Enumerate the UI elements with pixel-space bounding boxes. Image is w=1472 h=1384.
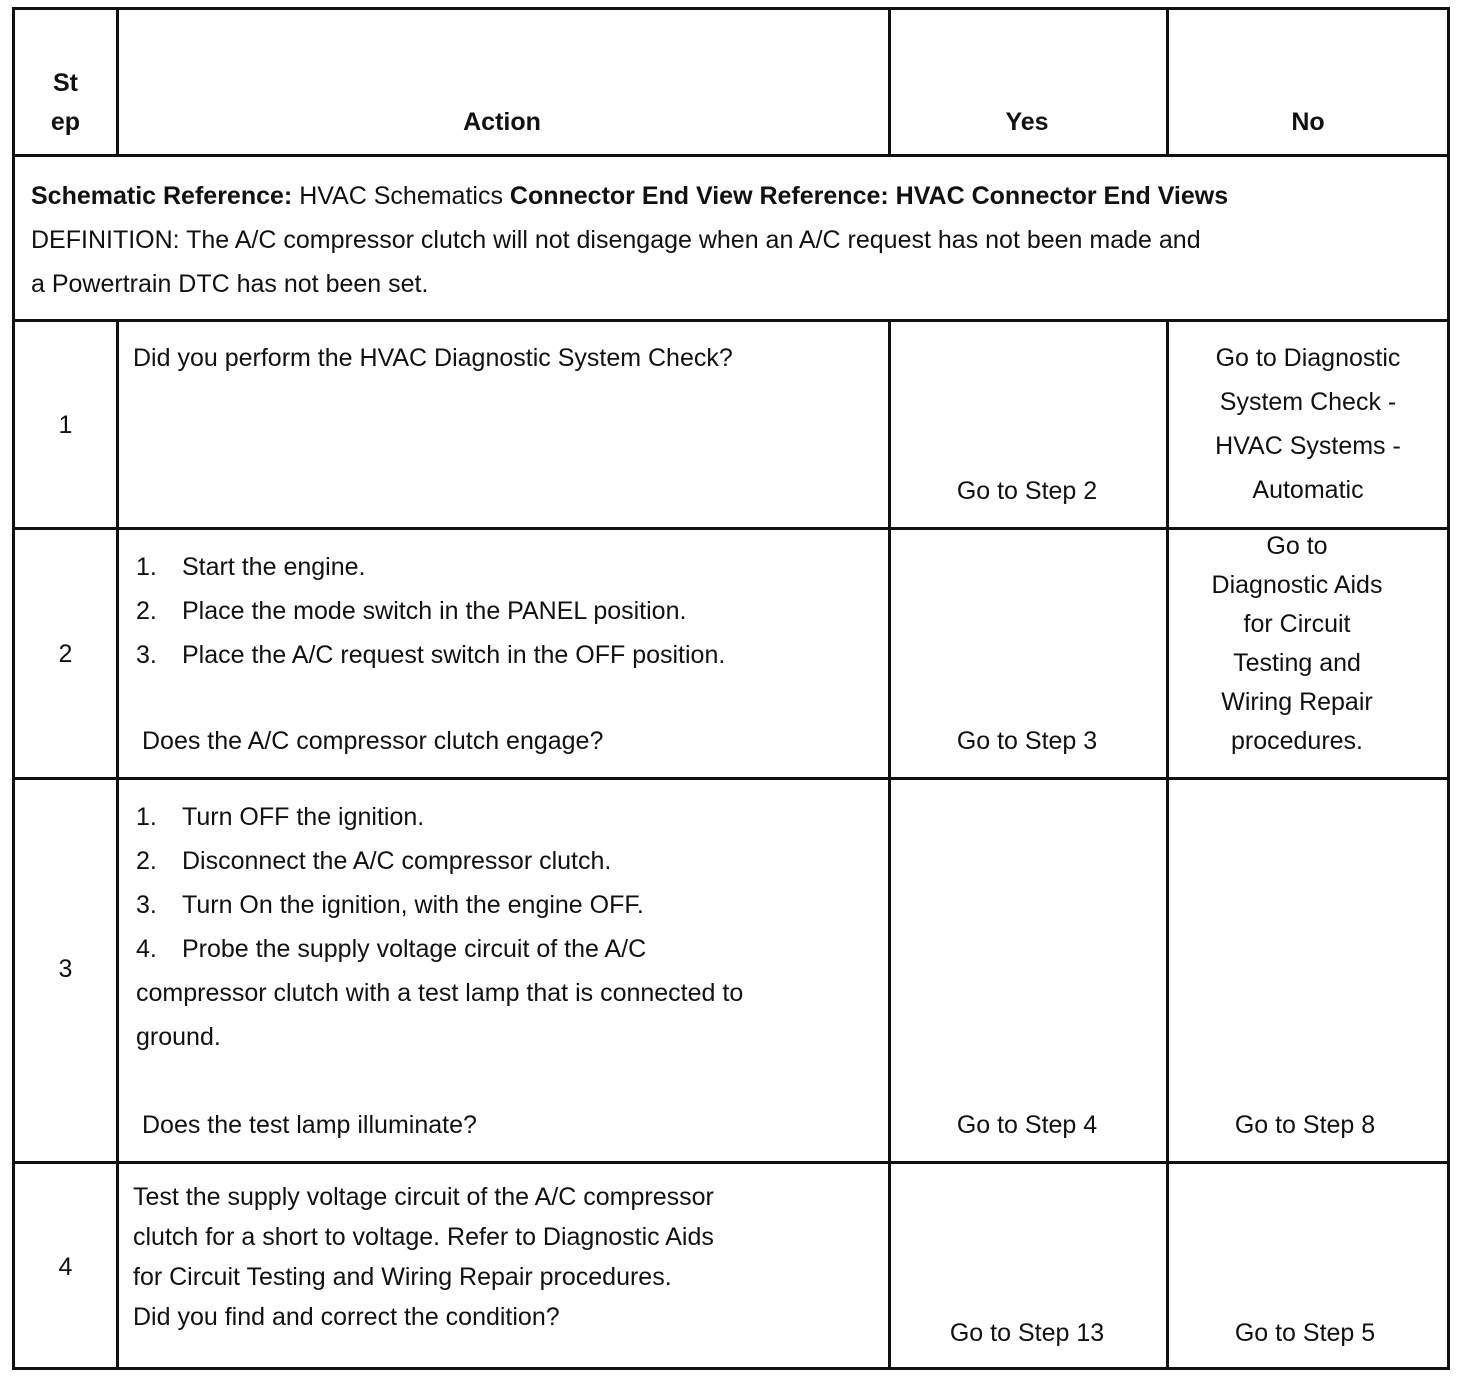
list-item xyxy=(136,545,876,589)
list-item xyxy=(136,883,876,927)
no-result xyxy=(1166,336,1450,512)
header-action: Action xyxy=(463,108,541,136)
reference-block xyxy=(31,174,1431,306)
no-result-line: Diagnostic Aids xyxy=(1211,571,1383,599)
step-number: 1 xyxy=(58,411,73,439)
diagnostic-table xyxy=(12,7,1450,1370)
item-text: Disconnect the A/C compressor clutch. xyxy=(182,847,612,875)
list-item xyxy=(136,927,876,971)
no-result-line: for Circuit xyxy=(1243,610,1351,638)
yes-result: Go to Step 4 xyxy=(956,1111,1098,1139)
header-step-line1: St xyxy=(53,69,78,97)
item-number: 2. xyxy=(136,847,157,875)
yes-result: Go to Step 13 xyxy=(949,1319,1105,1347)
no-result-line: System Check - xyxy=(1219,388,1397,416)
row-divider xyxy=(15,1161,1447,1164)
row-divider xyxy=(15,319,1447,322)
schematic-value: HVAC Schematics xyxy=(299,182,503,210)
list-item xyxy=(136,589,876,633)
action-line: Did you find and correct the condition? xyxy=(133,1303,560,1331)
no-result xyxy=(1155,527,1439,761)
schematic-label: Schematic Reference: xyxy=(31,182,293,210)
no-result: Go to Step 8 xyxy=(1234,1111,1376,1139)
step-number: 2 xyxy=(58,640,73,668)
item-number: 3. xyxy=(136,641,157,669)
no-result-line: Automatic xyxy=(1252,476,1364,504)
header-yes: Yes xyxy=(1005,108,1049,136)
action-steps xyxy=(136,795,876,1059)
step-number: 4 xyxy=(58,1253,73,1281)
list-item xyxy=(136,633,876,677)
item-number: 4. xyxy=(136,935,157,963)
action-steps xyxy=(136,545,876,677)
action-text xyxy=(133,1177,873,1337)
list-item xyxy=(136,839,876,883)
reference-line xyxy=(31,174,1431,218)
yes-result: Go to Step 3 xyxy=(956,727,1098,755)
column-divider xyxy=(116,319,119,1370)
item-text: Turn OFF the ignition. xyxy=(182,803,425,831)
connector-value: HVAC Connector End Views xyxy=(895,182,1229,210)
action-text: Did you perform the HVAC Diagnostic System Check? xyxy=(133,344,733,372)
item-text: Start the engine. xyxy=(182,553,366,581)
step-number: 3 xyxy=(58,955,73,983)
connector-label: Connector End View Reference: xyxy=(509,182,889,210)
question-text: Does the test lamp illuminate? xyxy=(142,1111,477,1139)
action-line: Test the supply voltage circuit of the A/C compressor xyxy=(133,1183,714,1211)
no-result-line: Testing and xyxy=(1233,649,1361,677)
item-continuation: compressor clutch with a test lamp that is connected to xyxy=(136,979,744,1007)
item-text: Place the A/C request switch in the OFF position. xyxy=(182,641,726,669)
definition-line2: a Powertrain DTC has not been set. xyxy=(31,270,429,298)
yes-result: Go to Step 2 xyxy=(956,477,1098,505)
item-number: 1. xyxy=(136,803,157,831)
list-item xyxy=(136,795,876,839)
item-text: Turn On the ignition, with the engine OFF. xyxy=(182,891,644,919)
no-result-line: Go to xyxy=(1266,532,1328,560)
header-no: No xyxy=(1291,108,1325,136)
no-result-line: procedures. xyxy=(1230,727,1364,755)
header-step-line2: ep xyxy=(50,108,81,136)
row-divider xyxy=(15,777,1447,780)
item-number: 2. xyxy=(136,597,157,625)
item-continuation: ground. xyxy=(136,1023,221,1051)
item-text: Place the mode switch in the PANEL position. xyxy=(182,597,687,625)
action-line: for Circuit Testing and Wiring Repair procedures. xyxy=(133,1263,672,1291)
no-result-line: Wiring Repair xyxy=(1221,688,1373,716)
no-result-line: HVAC Systems - xyxy=(1215,432,1401,460)
action-line: clutch for a short to voltage. Refer to Diagnostic Aids xyxy=(133,1223,714,1251)
definition-line1: DEFINITION: The A/C compressor clutch will not disengage when an A/C request has not been made and xyxy=(31,226,1201,254)
item-text: Probe the supply voltage circuit of the A/C xyxy=(182,935,647,963)
item-number: 1. xyxy=(136,553,157,581)
question-text: Does the A/C compressor clutch engage? xyxy=(142,727,604,755)
header-step xyxy=(15,64,116,142)
no-result-line: Go to Diagnostic xyxy=(1215,344,1401,372)
item-number: 3. xyxy=(136,891,157,919)
row-divider xyxy=(15,154,1447,157)
no-result: Go to Step 5 xyxy=(1234,1319,1376,1347)
